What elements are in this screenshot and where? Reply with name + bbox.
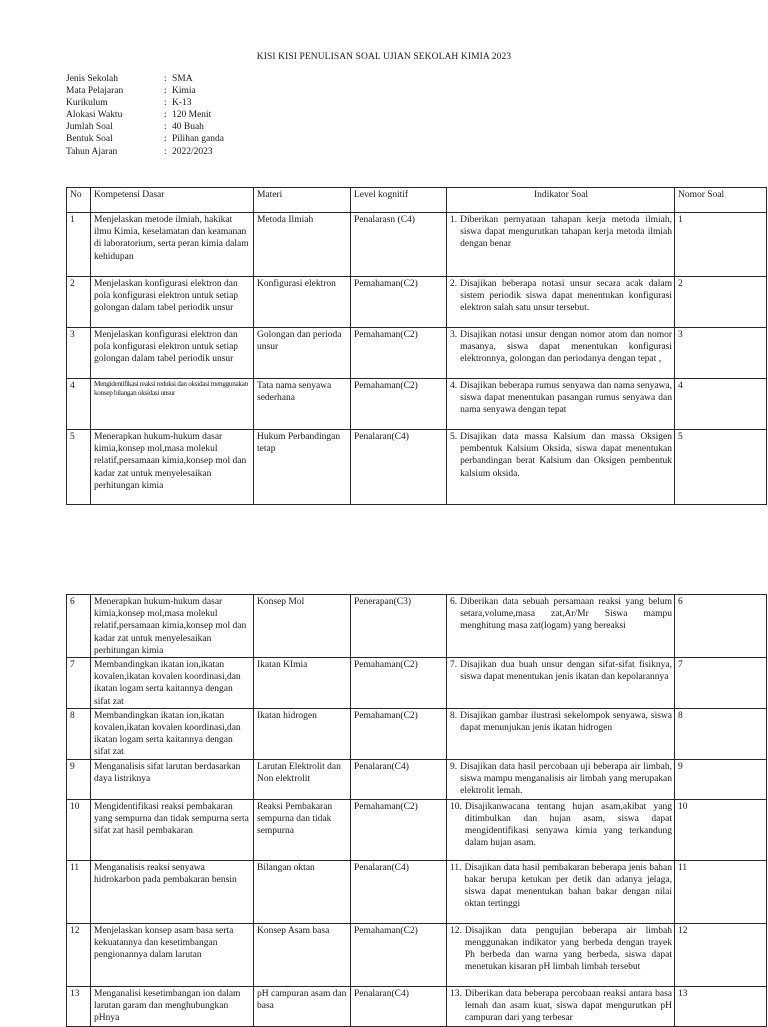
kisi-table-part-1 — [66, 187, 767, 505]
indikator-item — [450, 659, 672, 683]
indikator-text: Diberikan pernyataan tahapan kerja metoda ilmiah, siswa dapat mengurutkan tahapan kerja metoda ilmiah dengan benar — [460, 215, 672, 250]
meta-value: K-13 — [172, 98, 192, 109]
cell-level-kognitif: Pemahaman(C2) — [351, 799, 447, 860]
cell-materi: Golongan dan perioda unsur — [254, 328, 351, 379]
cell-nomor-soal: 4 — [675, 379, 767, 430]
cell-kompetensi-dasar: Membandingkan ikatan ion,ikatan kovalen,ikatan kovalen koordinasi,dan ikatan logam serta kaitannya dengan sifat zat — [91, 658, 254, 709]
header-kompetensi-dasar: Kompetensi Dasar — [91, 188, 254, 213]
indikator-text: Disajikan beberapa rumus senyawa dan nama senyawa, siswa dapat menentukan pasangan rumus senyawa dan nama senyawa dengan tepat — [460, 381, 672, 416]
indikator-number: 2. — [450, 279, 458, 289]
table-row — [67, 708, 767, 759]
indikator-item — [450, 761, 672, 798]
cell-level-kognitif: Pemahaman(C2) — [351, 379, 447, 430]
cell-indikator-soal — [447, 799, 675, 860]
cell-nomor-soal: 2 — [675, 277, 767, 328]
indikator-item — [450, 925, 672, 974]
indikator-text: Disajikan beberapa notasi unsur secara acak dalam sistem periodik siswa dapat menentukan konfigurasi elektron salah satu unsur tersebut. — [460, 279, 672, 314]
indikator-item — [450, 862, 672, 911]
cell-level-kognitif: Penalaran(C4) — [351, 860, 447, 923]
cell-nomor-soal: 13 — [675, 986, 767, 1026]
cell-level-kognitif: Penalarasn (C4) — [351, 213, 447, 277]
cell-indikator-soal — [447, 860, 675, 923]
table-row — [67, 277, 767, 328]
indikator-text: Diberikan data sebuah persamaan reaksi yang belum setara,volume,masa zat,Ar/Mr Siswa mampu menghitung masa zat(logam) yang bereaksi — [460, 597, 672, 632]
cell-nomor-soal: 9 — [675, 759, 767, 799]
kisi-table-part-2 — [66, 594, 767, 1027]
indikator-item — [450, 380, 672, 417]
meta-colon: : — [164, 146, 167, 157]
cell-nomor-soal: 8 — [675, 708, 767, 759]
cell-indikator-soal — [447, 986, 675, 1026]
cell-no: 12 — [67, 923, 91, 986]
meta-colon: : — [164, 98, 167, 109]
cell-no: 8 — [67, 708, 91, 759]
cell-materi: Konsep Asam basa — [254, 923, 351, 986]
meta-value: 40 Buah — [172, 122, 204, 133]
cell-materi: Ikatan hidrogen — [254, 708, 351, 759]
indikator-number: 9. — [450, 761, 458, 772]
cell-materi: pH campuran asam dan basa — [254, 986, 351, 1026]
cell-level-kognitif: Penalaran(C4) — [351, 430, 447, 505]
indikator-item — [450, 710, 672, 734]
indikator-number: 1. — [450, 215, 458, 225]
cell-nomor-soal: 12 — [675, 923, 767, 986]
cell-indikator-soal — [447, 595, 675, 658]
cell-materi: Ikatan KImia — [254, 658, 351, 709]
table-row — [67, 213, 767, 277]
cell-nomor-soal: 6 — [675, 595, 767, 658]
cell-no: 2 — [67, 277, 91, 328]
header-no: No — [67, 188, 91, 213]
cell-materi: Metoda Ilmiah — [254, 213, 351, 277]
table-row — [67, 799, 767, 860]
document-title: KISI KISI PENULISAN SOAL UJIAN SEKOLAH KIMIA 2023 — [256, 52, 512, 62]
cell-level-kognitif: Penalaran(C4) — [351, 759, 447, 799]
cell-nomor-soal: 3 — [675, 328, 767, 379]
cell-indikator-soal — [447, 658, 675, 709]
cell-nomor-soal: 11 — [675, 860, 767, 923]
cell-materi: Konfigurasi elektron — [254, 277, 351, 328]
indikator-number: 4. — [450, 381, 458, 391]
indikator-text: Disajikanwacana tentang hujan asam,akibat yang ditimbulkan dan hujan asam, siswa dapat mengidentifikasi senyawa kimia yang terkandung dalam hujan asam. — [464, 801, 672, 849]
table-row — [67, 595, 767, 658]
cell-level-kognitif: Pemahaman(C2) — [351, 277, 447, 328]
cell-nomor-soal: 5 — [675, 430, 767, 505]
table-row — [67, 759, 767, 799]
cell-kompetensi-dasar: Menjelaskan konfigurasi elektron dan pola konfigurasi elektron untuk setiap golongan dalam tabel periodik unsur — [91, 277, 254, 328]
meta-colon: : — [164, 134, 167, 145]
indikator-item — [450, 214, 672, 251]
meta-key: Bentuk Soal — [66, 134, 113, 145]
indikator-item — [450, 988, 672, 1025]
indikator-text: Disajikan data pengujian beberapa air limbah menggunakan indikator yang berbeda dengan trayek Ph berbeda dan warna yang berbeda, siswa dapat menetukan kisaran pH limbah limbah tersebut — [464, 925, 672, 973]
cell-materi: Konsep Mol — [254, 595, 351, 658]
table-row — [67, 658, 767, 709]
cell-kompetensi-dasar: Menjelaskan konsep asam basa serta kekuatannya dan kesetimbangan pengionannya dalam larutan — [91, 923, 254, 986]
table-row — [67, 986, 767, 1026]
cell-indikator-soal — [447, 430, 675, 505]
header-indikator-soal: Indikator Soal — [447, 188, 675, 213]
indikator-number: 10. — [450, 801, 462, 812]
meta-value: SMA — [172, 74, 193, 84]
table-row — [67, 860, 767, 923]
cell-indikator-soal — [447, 277, 675, 328]
cell-kompetensi-dasar: Menganalisis reaksi senyawa hidrokarbon pada pembakaran bensin — [91, 860, 254, 923]
cell-no: 4 — [67, 379, 91, 430]
table-row — [67, 328, 767, 379]
indikator-item — [450, 329, 672, 366]
cell-kompetensi-dasar: Mengidentifikasi reaksi reduksi dan oksidasi menggunakan konsep bilangan oksidasi unsur — [91, 379, 254, 430]
cell-indikator-soal — [447, 328, 675, 379]
meta-colon: : — [164, 86, 167, 97]
meta-key: Alokasi Waktu — [66, 110, 123, 121]
meta-key: Jumlah Soal — [66, 122, 113, 133]
table-row — [67, 923, 767, 986]
header-materi: Materi — [254, 188, 351, 213]
cell-indikator-soal — [447, 213, 675, 277]
cell-level-kognitif: Pemahaman(C2) — [351, 708, 447, 759]
cell-nomor-soal: 10 — [675, 799, 767, 860]
cell-no: 9 — [67, 759, 91, 799]
meta-key: Tahun Ajaran — [66, 146, 118, 157]
indikator-text: Disajikan notasi unsur dengan nomor atom dan nomor masanya, siswa dapat menentukan konfigurasi elektronnya, golongan dan periodanya dengan tepat , — [460, 330, 672, 365]
indikator-text: Disajikan data massa Kalsium dan massa Oksigen pembentuk Kalsium Oksida, siswa dapat menentukan perbandingan berat Kalsium dan Oksigen pembentuk kalsium oksida. — [460, 432, 672, 479]
indikator-text: Disajikan gambar ilustrasi sekelompok senyawa, siswa dapat menunjukan jenis ikatan hidrogen — [460, 710, 672, 734]
cell-nomor-soal: 1 — [675, 213, 767, 277]
cell-kompetensi-dasar: Menerapkan hukum-hukum dasar kimia,konsep mol,masa molekul relatif,persamaan kimia,konsep mol dan kadar zat untuk menyelesaikan perhitungan kimia — [91, 595, 254, 658]
indikator-number: 11. — [450, 862, 462, 873]
meta-value: Pilihan ganda — [172, 134, 224, 145]
cell-no: 3 — [67, 328, 91, 379]
indikator-text: Disajikan dua buah unsur dengan sifat-sifat fisiknya, siswa dapat menentukan jenis ikatan dan kepolarannya — [460, 660, 672, 683]
cell-no: 7 — [67, 658, 91, 709]
indikator-number: 3. — [450, 330, 458, 340]
cell-indikator-soal — [447, 379, 675, 430]
header-nomor-soal: Nomor Soal — [675, 188, 767, 213]
indikator-number: 5. — [450, 432, 458, 442]
meta-value: 120 Menit — [172, 110, 212, 121]
indikator-item — [450, 801, 672, 850]
cell-kompetensi-dasar: Menerapkan hukum-hukum dasar kimia,konsep mol,masa molekul relatif,persamaan kimia,konsep mol dan kadar zat untuk menyelesaikan perhitungan kimia — [91, 430, 254, 505]
cell-materi: Hukum Perbandingan tetap — [254, 430, 351, 505]
cell-materi: Tata nama senyawa sederhana — [254, 379, 351, 430]
indikator-item — [450, 431, 672, 480]
cell-kompetensi-dasar: Menganalisi kesetimbangan ion dalam larutan garam dan menghubungkan pHnya — [91, 986, 254, 1026]
meta-key: Mata Pelajaran — [66, 86, 124, 97]
cell-kompetensi-dasar: Menganalisis sifat larutan berdasarkan daya listriknya — [91, 759, 254, 799]
indikator-text: Disajikan data hasil pembakaran beberapa jenis bahan bakar berupa ketukan per detik dan adanya jelaga, siswa dapat menentukan bahan bakar dengan nilai oktan tertinggi — [464, 862, 672, 910]
cell-no: 13 — [67, 986, 91, 1026]
meta-key: Jenis Sekolah — [66, 74, 118, 84]
header-level-kognitif: Level kognitif — [351, 188, 447, 213]
cell-indikator-soal — [447, 708, 675, 759]
cell-materi: Larutan Elektrolit dan Non elektrolit — [254, 759, 351, 799]
meta-colon: : — [164, 122, 167, 133]
meta-value: Kimia — [172, 86, 196, 97]
table-row — [67, 379, 767, 430]
cell-level-kognitif: Penerapan(C3) — [351, 595, 447, 658]
cell-kompetensi-dasar: Membandingkan ikatan ion,ikatan kovalen,ikatan kovalen koordinasi,dan ikatan logam serta kaitannya dengan sifat zat — [91, 708, 254, 759]
indikator-number: 8. — [450, 710, 458, 721]
indikator-item — [450, 278, 672, 315]
indikator-number: 7. — [450, 660, 458, 671]
table-header-row — [67, 188, 767, 213]
table-row — [67, 430, 767, 505]
meta-key: Kurikulum — [66, 98, 108, 109]
cell-materi: Reaksi Pembakaran sempurna dan tidak sempurna — [254, 799, 351, 860]
indikator-number: 12. — [450, 925, 462, 936]
meta-colon: : — [164, 74, 167, 84]
cell-materi: Bilangan oktan — [254, 860, 351, 923]
cell-indikator-soal — [447, 759, 675, 799]
indikator-number: 13. — [450, 988, 462, 999]
meta-colon: : — [164, 110, 167, 121]
cell-level-kognitif: Pemahaman(C2) — [351, 658, 447, 709]
meta-value: 2022/2023 — [172, 146, 213, 157]
cell-level-kognitif: Penalaran(C4) — [351, 986, 447, 1026]
indikator-number: 6. — [450, 597, 458, 607]
cell-no: 10 — [67, 799, 91, 860]
cell-kompetensi-dasar: Mengidentifikasi reaksi pembakaran yang sempurna dan tidak sempurna serta sifat zat hasil pembakaran — [91, 799, 254, 860]
cell-nomor-soal: 7 — [675, 658, 767, 709]
cell-no: 1 — [67, 213, 91, 277]
cell-no: 6 — [67, 595, 91, 658]
cell-no: 5 — [67, 430, 91, 505]
cell-level-kognitif: Pemahaman(C2) — [351, 328, 447, 379]
cell-indikator-soal — [447, 923, 675, 986]
cell-kompetensi-dasar: Menjelaskan konfigurasi elektron dan pola konfigurasi elektron untuk setiap golongan dalam tabel periodik unsur — [91, 328, 254, 379]
indikator-text: Disajikan data hasil percobaan uji beberapa air limbah, siswa mampu menganalisis air limbah yang merupakan elektrolit lemah. — [460, 761, 672, 797]
indikator-text: Diberikan data beberapa percobaan reaksi antara basa lemah dan asam kuat, siswa dapat mengurutkan pH campuran dari yang terbesar — [464, 988, 672, 1024]
cell-no: 11 — [67, 860, 91, 923]
indikator-item — [450, 596, 672, 633]
cell-level-kognitif: Pemahaman(C2) — [351, 923, 447, 986]
cell-kompetensi-dasar: Menjelaskan metode ilmiah, hakikat ilmu Kimia, keselamatan dan keamanan di laboratorium, serta peran kimia dalam kehidupan — [91, 213, 254, 277]
